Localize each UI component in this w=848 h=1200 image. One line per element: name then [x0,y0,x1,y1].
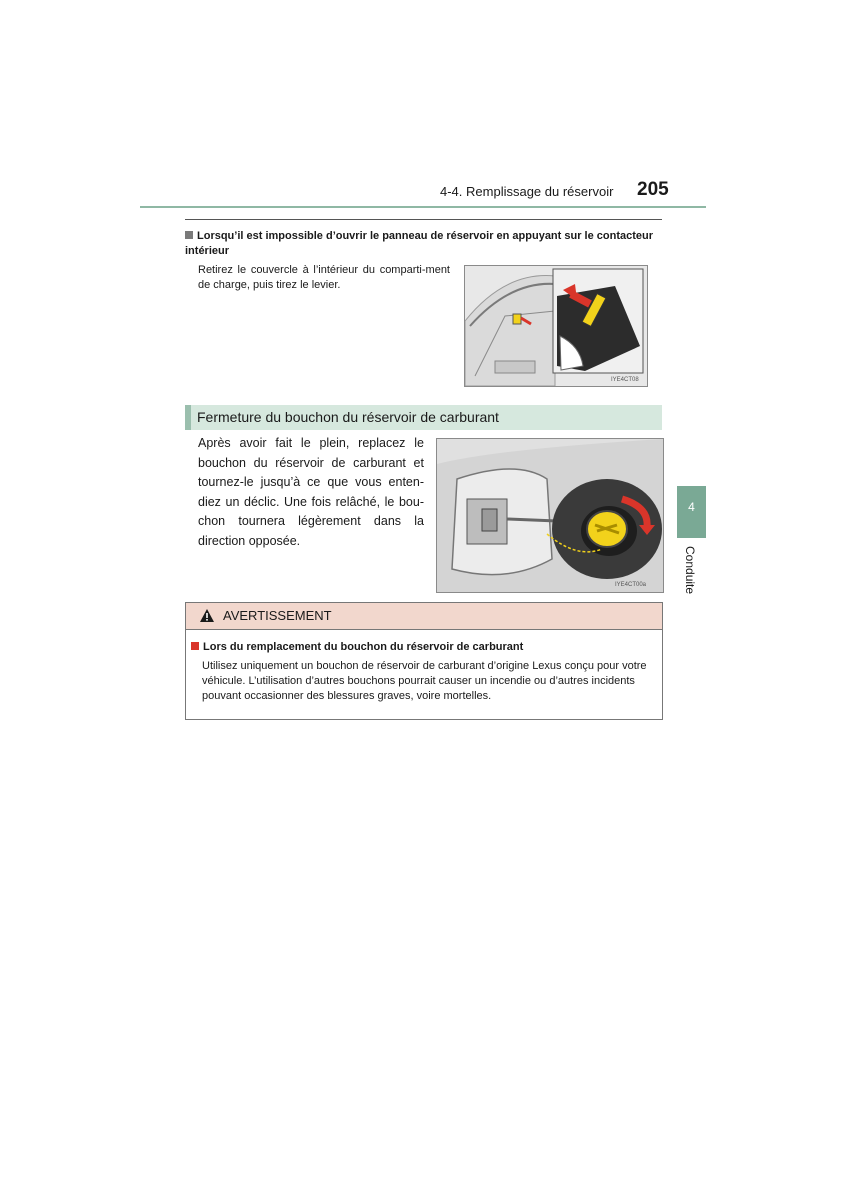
warning-body-text: Utilisez uniquement un bouchon de réservoir de carburant d’origine Lexus conçu pour votre véhicule. L’utilisation d’autres bouchons pourrait causer un incendie ou d’autres incidents pouvant occasionner des blessures graves, voire mortelles. [202,660,647,702]
warning-title [191,641,523,653]
section-heading: Fermeture du bouchon du réservoir de carburant [197,409,499,425]
bullet-square-icon [185,231,193,239]
figure-code: IYE4CT00a [615,582,647,588]
figure-code: IYE4CT08 [611,377,639,383]
fuel-cap-drawing [437,439,663,592]
section-header-title: 4-4. Remplissage du réservoir [440,184,614,199]
warning-header [186,603,662,630]
illustration-luggage-compartment [464,265,648,387]
luggage-compartment-drawing [465,266,647,386]
closing-cap-paragraph: Après avoir fait le plein, replacez le bouchon du réservoir de carburant et tournez-le jusqu’à ce que vous enten-diez un déclic. Une fois relâché, le bou-chon tournera légèrement dans la direction opposée. [198,436,424,548]
warning-title-text: Lors du remplacement du bouchon du réservoir de carburant [203,641,524,653]
content-divider [185,219,662,220]
chapter-number: 4 [688,500,695,514]
section-accent-stripe [185,405,191,430]
warning-box [185,602,663,720]
warning-bullet-icon [191,642,199,650]
warning-triangle-icon [199,608,215,623]
subheading-cover-release [185,229,665,259]
page-number: 205 [637,179,669,200]
header-rule [140,206,706,208]
illustration-fuel-cap [436,438,664,593]
section-heading-bar [185,405,662,430]
chapter-tab[interactable] [677,486,706,538]
chapter-label: Conduite [683,546,697,595]
subheading-text: Lorsqu’il est impossible d’ouvrir le panneau de réservoir en appuyant sur le contacteur intérieur [185,230,654,257]
instruction-paragraph: Retirez le couvercle à l’intérieur du comparti-ment de charge, puis tirez le levier. [198,264,450,291]
warning-header-text: AVERTISSEMENT [223,608,332,623]
